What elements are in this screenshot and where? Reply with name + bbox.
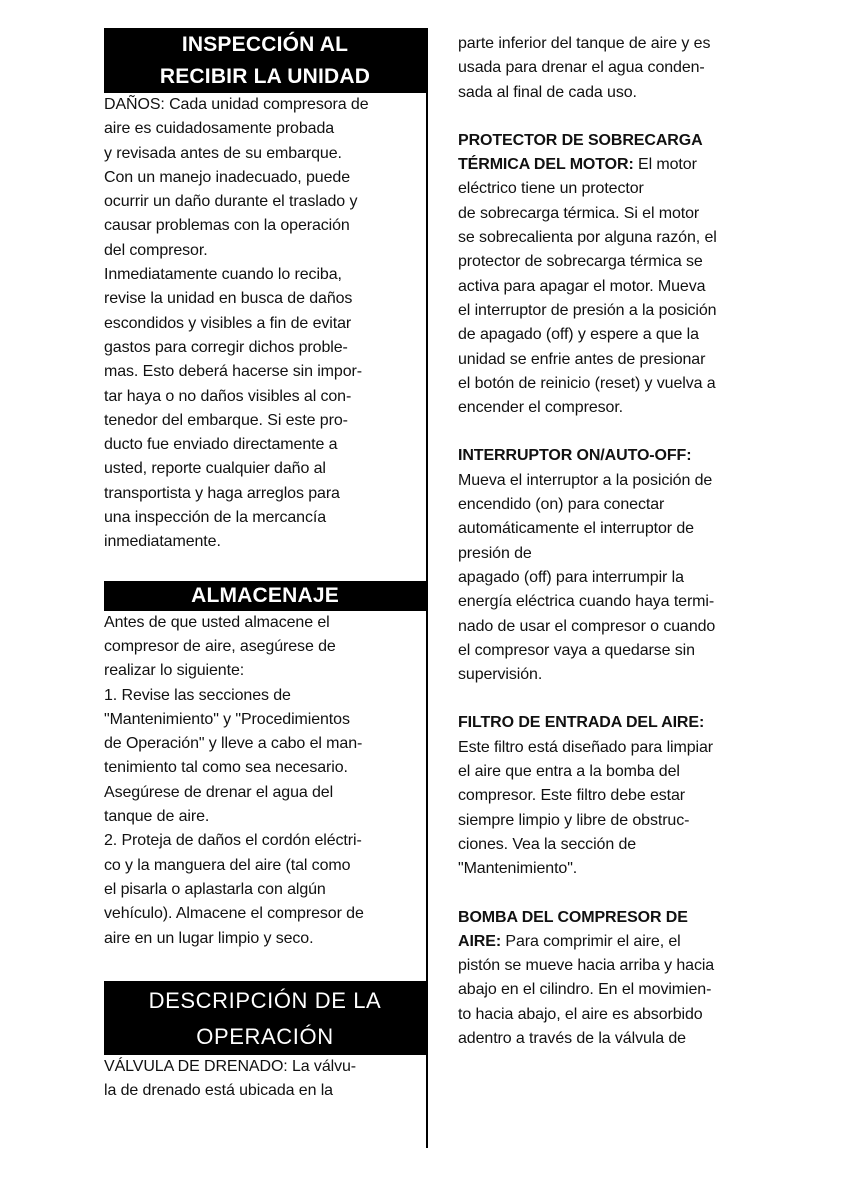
storage-section-title [104, 581, 426, 611]
text-line: tenedor del embarque. Si este pro- [104, 411, 348, 429]
text-line: ciones. Vea la sección de [458, 835, 637, 853]
text-line: siempre limpio y libre de obstruc- [458, 811, 690, 829]
text-line: de sobrecarga térmica. Si el motor [458, 204, 700, 222]
text-line: el pisarla o aplastarla con algún [104, 880, 326, 898]
text-line: de apagado (off) y espere a que la [458, 326, 699, 344]
text-line: encendido (on) para conectar [458, 496, 665, 514]
text-line: vehículo). Almacene el compresor de [104, 905, 364, 923]
inspection-section-title [104, 28, 426, 93]
text-line: del compresor. [104, 241, 208, 259]
section-heading: FILTRO DE ENTRADA DEL AIRE: [458, 714, 705, 732]
text-line: y revisada antes de su embarque. [104, 144, 342, 162]
text-line: tar haya o no daños visibles al con- [104, 387, 352, 405]
air-intake-filter-section [458, 711, 758, 881]
text-line: VÁLVULA DE DRENADO: La válvu- [104, 1057, 357, 1075]
text-line: eléctrico tiene un protector [458, 180, 644, 198]
text-line: supervisión. [458, 666, 543, 684]
inspection-title-line: RECIBIR LA UNIDAD [159, 65, 371, 88]
text-line: revise la unidad en busca de daños [104, 290, 353, 308]
text-line: de Operación" y lleve a cabo el man- [104, 735, 363, 753]
text-line: encender el compresor. [458, 399, 624, 417]
text-line: Este filtro está diseñado para limpiar [458, 738, 713, 756]
text-line: apagado (off) para interrumpir la [458, 568, 684, 586]
text-line: usada para drenar el agua conden- [458, 59, 705, 77]
right-column [458, 32, 758, 1051]
storage-title: ALMACENAJE [191, 583, 339, 607]
operation-title-line: OPERACIÓN [196, 1023, 334, 1049]
text-line: compresor. Este filtro debe estar [458, 787, 686, 805]
text-line: gastos para corregir dichos proble- [104, 338, 348, 356]
on-auto-off-switch-section [458, 444, 758, 687]
column-divider [426, 28, 428, 1148]
text-line: nado de usar el compresor o cuando [458, 617, 716, 635]
operation-body [104, 1055, 426, 1104]
text-line: mas. Esto deberá hacerse sin impor- [104, 363, 362, 381]
text-line: "Mantenimiento". [458, 860, 578, 878]
text-line: sada al final de cada uso. [458, 83, 637, 101]
text-line: automáticamente el interruptor de [458, 520, 694, 538]
text-line: energía eléctrica cuando haya termi- [458, 593, 715, 611]
text-line: se sobrecalienta por alguna razón, el [458, 229, 717, 247]
operation-section-title [104, 981, 426, 1055]
storage-body [104, 611, 426, 951]
text-line: el aire que entra a la bomba del [458, 763, 680, 781]
thermal-protector-section [458, 129, 758, 421]
section-heading: AIRE: [458, 932, 502, 950]
drain-valve-continued [458, 32, 758, 105]
inspection-title-line: INSPECCIÓN AL [181, 33, 349, 56]
text-line: pistón se mueve hacia arriba y hacia [458, 957, 715, 975]
text-line: 1. Revise las secciones de [104, 686, 291, 704]
text-line: la de drenado está ubicada en la [104, 1082, 333, 1100]
text-line: Con un manejo inadecuado, puede [104, 168, 350, 186]
text-run: Para comprimir el aire, el [501, 932, 681, 950]
section-heading: TÉRMICA DEL MOTOR: [458, 156, 634, 174]
text-line: activa para apagar el motor. Mueva [458, 277, 706, 295]
text-line: tenimiento tal como sea necesario. [104, 759, 348, 777]
text-line: transportista y haga arreglos para [104, 484, 340, 502]
text-line: Inmediatamente cuando lo reciba, [104, 266, 342, 284]
text-line: aire es cuidadosamente probada [104, 120, 335, 138]
text-line: escondidos y visibles a fin de evitar [104, 314, 352, 332]
text-line: to hacia abajo, el aire es absorbido [458, 1005, 703, 1023]
text-line: usted, reporte cualquier daño al [104, 460, 326, 478]
text-line: adentro a través de la válvula de [458, 1029, 686, 1047]
text-line: "Mantenimiento" y "Procedimientos [104, 710, 350, 728]
heading-line [458, 153, 758, 177]
text-line: co y la manguera del aire (tal como [104, 856, 351, 874]
text-line: el interruptor de presión a la posición [458, 301, 717, 319]
section-heading: BOMBA DEL COMPRESOR DE [458, 908, 688, 926]
text-line: ocurrir un daño durante el traslado y [104, 193, 358, 211]
section-heading: PROTECTOR DE SOBRECARGA [458, 131, 703, 149]
text-line: aire en un lugar limpio y seco. [104, 929, 314, 947]
text-line: DAÑOS: Cada unidad compresora de [104, 96, 369, 113]
text-line: compresor de aire, asegúrese de [104, 637, 336, 655]
text-line: protector de sobrecarga térmica se [458, 253, 703, 271]
text-line: abajo en el cilindro. En el movimien- [458, 981, 712, 999]
section-heading: INTERRUPTOR ON/AUTO-OFF: [458, 447, 692, 465]
operation-title-line: DESCRIPCIÓN DE LA [148, 987, 382, 1013]
text-line: causar problemas con la operación [104, 217, 350, 235]
text-line: inmediatamente. [104, 533, 221, 551]
text-line: el botón de reinicio (reset) y vuelva a [458, 374, 716, 392]
text-line: 2. Proteja de daños el cordón eléctri- [104, 832, 362, 850]
text-line: tanque de aire. [104, 808, 210, 826]
text-line: una inspección de la mercancía [104, 509, 327, 527]
text-line: Antes de que usted almacene el [104, 613, 330, 631]
left-column [104, 28, 426, 1103]
text-line: parte inferior del tanque de aire y es [458, 35, 711, 52]
text-run: El motor [633, 156, 697, 174]
compressor-pump-section [458, 906, 758, 1052]
text-line: unidad se enfrie antes de presionar [458, 350, 706, 368]
text-line: presión de [458, 544, 532, 562]
text-line: el compresor vaya a quedarse sin [458, 641, 695, 659]
text-line: realizar lo siguiente: [104, 662, 245, 680]
text-line: ducto fue enviado directamente a [104, 436, 338, 454]
text-line: Mueva el interruptor a la posición de [458, 471, 713, 489]
heading-line [458, 930, 758, 954]
inspection-body [104, 93, 426, 555]
text-line: Asegúrese de drenar el agua del [104, 783, 334, 801]
